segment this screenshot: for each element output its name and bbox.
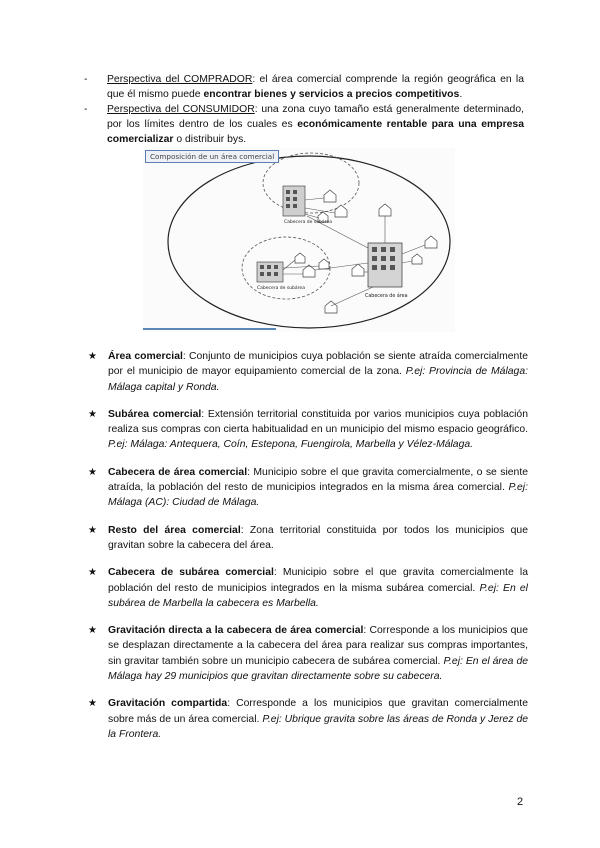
definition-term: Gravitación compartida [108, 698, 228, 710]
perspective-text: : el área comercial comprende la región geográfica en la que él mismo puede [107, 74, 524, 100]
definition-example: P.ej: Provincia de Málaga: Málaga capital y Ronda. [108, 366, 528, 393]
definition-text: : Corresponde a los municipios que gravitan comercialmente sobre más de un área comercial. [108, 698, 528, 725]
definition-term: Área comercial [108, 351, 183, 362]
definition-item [88, 407, 528, 453]
definition-term: Cabecera de subárea comercial [108, 567, 274, 579]
definition-term: Gravitación directa a la cabecera de área comercial [108, 625, 364, 637]
perspective-text-end: o distribuir bys. [173, 134, 247, 145]
perspective-consumer [84, 102, 524, 147]
figure-underline [143, 328, 276, 330]
definition-item [88, 465, 528, 511]
definition-text: : Municipio sobre el que gravita comercialmente la población del resto de municipios integrados en la misma subárea comercial. [108, 567, 528, 594]
definition-term: Cabecera de área comercial [108, 466, 248, 478]
house-icon [412, 254, 422, 264]
city-block-top [283, 186, 305, 216]
label-subarea-bottom: Cabecera de subárea [257, 286, 305, 291]
definition-item [88, 623, 528, 684]
city-block-main [368, 243, 402, 287]
definition-text: : Extensión territorial constituida por varios municipios cuya población realiza sus compras con cierta habitualidad en un municipio del mismo espacio geográfico. [108, 408, 528, 436]
definition-term: Resto del área comercial [108, 524, 241, 536]
perspective-term: Perspectiva del COMPRADOR [107, 74, 253, 85]
house-icon [295, 253, 305, 263]
star-bullet-icon: ★ [88, 408, 97, 420]
page-number: 2 [517, 796, 524, 808]
perspective-text: : una zona cuyo tamaño está generalmente determinado, por los límites dentro de los cuales es [107, 104, 524, 130]
definition-text: : Conjunto de municipios cuya población se siente atraída comercialmente por el municipio de mayor equipamiento comercial de la zona. [108, 351, 528, 378]
house-icon [335, 205, 347, 217]
figure-caption: Composición de un área comercial [145, 150, 279, 163]
star-bullet-icon: ★ [88, 524, 97, 536]
perspective-text-end: . [459, 89, 463, 100]
perspective-term: Perspectiva del CONSUMIDOR [107, 104, 255, 115]
definition-term: Subárea comercial [108, 408, 202, 420]
city-block-bottom [257, 262, 283, 282]
house-icon [425, 236, 437, 248]
definition-item [88, 565, 528, 611]
star-bullet-icon: ★ [88, 351, 97, 362]
perspective-bold: económicamente rentable para una empresa comercializar [107, 119, 524, 145]
house-icon [352, 264, 364, 276]
label-main-head: Cabecera de área [365, 294, 408, 299]
definition-text: : Corresponde a los municipios que se desplazan directamente a la cabecera del área para realizar sus compras importantes, sin gravitar también sobre un municipio cabecera de subárea comercial. [108, 625, 528, 667]
definition-example: P.ej: En el área de Málaga hay 29 municipios que gravitan directamente sobre su cabecera. [108, 655, 528, 683]
definition-item [88, 696, 528, 742]
star-bullet-icon: ★ [88, 625, 97, 637]
definitions-list [88, 349, 528, 754]
dash-bullet: - [84, 104, 88, 115]
definition-item [88, 523, 528, 554]
definition-example: P.ej: Ubrique gravita sobre las áreas de Ronda y Jerez de la Frontera. [108, 713, 528, 740]
commercial-area-diagram [143, 148, 455, 332]
label-subarea-top: Cabecera de subárea [284, 220, 332, 225]
star-bullet-icon: ★ [88, 698, 97, 710]
definition-example: P.ej: En el subárea de Marbella la cabecera es Marbella. [108, 582, 528, 609]
house-icon [325, 301, 337, 313]
star-bullet-icon: ★ [88, 466, 97, 478]
diagram-svg [143, 148, 455, 332]
definition-example: P.ej: Málaga (AC): Ciudad de Málaga. [108, 482, 528, 509]
house-icon [379, 204, 391, 216]
house-icon [319, 259, 329, 269]
perspective-list [84, 72, 524, 147]
house-icon [324, 190, 336, 202]
definition-text: : Municipio sobre el que gravita comercialmente, o se siente atraída, la población del resto de municipios integrados en la misma área comercial. [108, 466, 528, 494]
definition-example: P.ej: Málaga: Antequera, Coín, Estepona, Fuengirola, Marbella y Vélez-Málaga. [108, 439, 474, 451]
perspective-bold: encontrar bienes y servicios a precios competitivos [203, 89, 460, 100]
perspective-buyer [84, 72, 524, 102]
star-bullet-icon: ★ [88, 567, 97, 579]
definition-text: : Zona territorial constituida por todos los municipios que gravitan sobre la cabecera del área. [108, 524, 528, 551]
dash-bullet: - [84, 74, 88, 85]
definition-item [88, 349, 528, 395]
